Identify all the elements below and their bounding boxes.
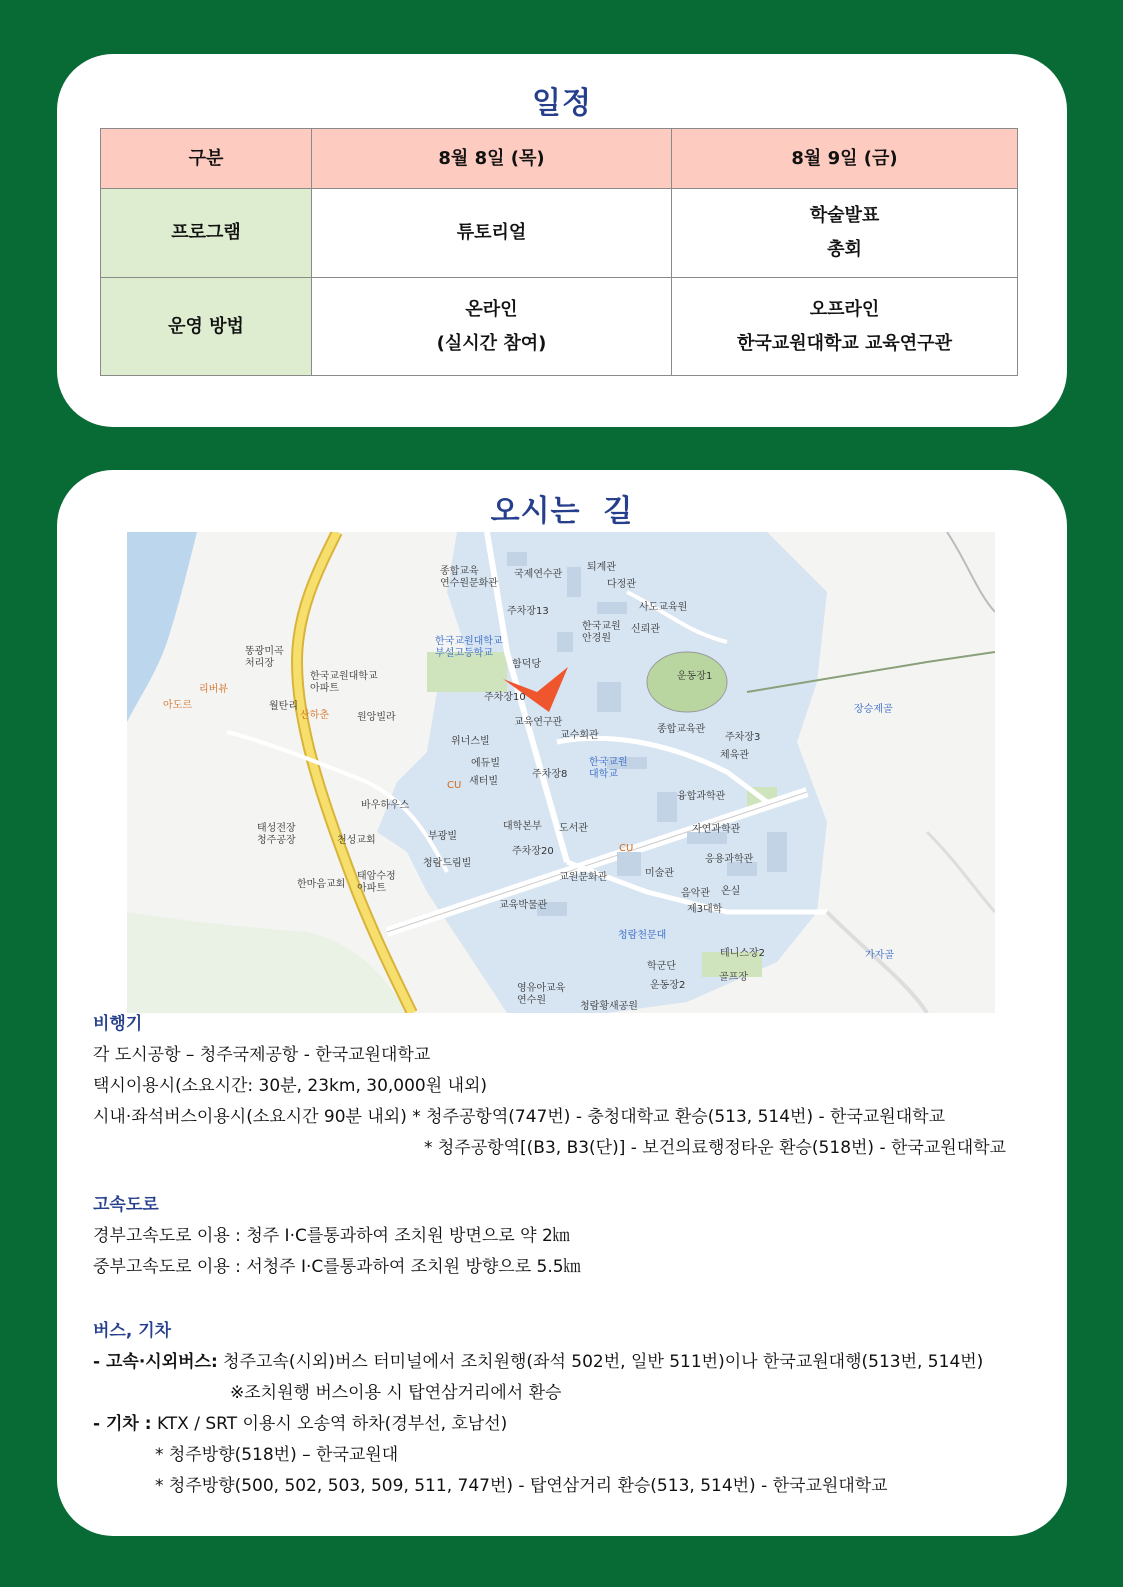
map-label: 바우하우스 [361, 800, 410, 811]
map-label: 함덕당 [512, 659, 541, 670]
bus-text: 청주고속(시외)버스 터미널에서 조치원행(좌석 502번, 일반 511번)이나 한국교원대행(513번, 514번) [217, 1352, 984, 1372]
train-line [93, 1409, 1037, 1440]
schedule-table [100, 128, 1018, 376]
map-label: 한국교원대학교 아파트 [310, 671, 378, 694]
map-label: 똥광미곡 처리장 [245, 646, 284, 669]
bus-train-heading: 버스, 기차 [93, 1321, 172, 1341]
bus-label: - 고속·시외버스: [93, 1352, 218, 1372]
map-label: 종합교육관 [657, 724, 706, 735]
map-label: 원앙빌라 [357, 712, 396, 723]
bus-line [93, 1347, 1037, 1378]
map-label: 도서관 [559, 823, 588, 834]
cell-line: 한국교원대학교 교육연구관 [737, 332, 952, 354]
map-label: 주차장8 [532, 769, 568, 780]
map-label: 청람천문대 [618, 930, 667, 941]
schedule-header-row [101, 129, 1018, 189]
map-label: 한국교원 대학교 [589, 757, 628, 780]
map-label: 청람드림빌 [423, 858, 472, 869]
flight-heading: 비행기 [93, 1014, 143, 1034]
flight-line: 택시이용시(소요시간: 30분, 23km, 30,000원 내외) [93, 1076, 488, 1096]
map-label: 가자골 [865, 950, 894, 961]
map-label: 국제연수관 [514, 569, 563, 580]
directions-card [57, 470, 1067, 1536]
map-label: 새터빌 [469, 776, 498, 787]
table-row [101, 189, 1018, 278]
header-day2: 8월 9일 (금) [672, 129, 1018, 189]
flight-line: 시내·좌석버스이용시(소요시간 90분 내외) * 청주공항역(747번) - 충청대학교 환승(513, 514번) - 한국교원대학교 [93, 1107, 945, 1127]
cell-line: 온라인 [465, 298, 518, 320]
schedule-title: 일정 [532, 86, 592, 121]
highway-line: 중부고속도로 이용 : 서청주 I·C를통과하여 조치원 방향으로 5.5㎞ [93, 1257, 581, 1277]
row-label-method: 운영 방법 [101, 278, 312, 376]
map-label: 음악관 [681, 888, 710, 899]
cell-line: 총회 [827, 239, 862, 260]
map-label: 대학본부 [503, 821, 542, 832]
map-label: 한국교원 안경원 [582, 621, 621, 644]
campus-map[interactable] [127, 532, 995, 1013]
highway-line: 경부고속도로 이용 : 청주 I·C를통과하여 조치원 방면으로 약 2㎞ [93, 1226, 570, 1246]
map-label: 종합교육 연수원문화관 [440, 566, 498, 589]
program-day2 [672, 189, 1018, 278]
header-category: 구분 [101, 129, 312, 189]
flight-section [93, 1009, 1037, 1164]
program-day1 [312, 189, 672, 278]
row-label-program: 프로그램 [101, 189, 312, 278]
map-label: 테니스장2 [720, 948, 766, 959]
map-label: 주차장20 [512, 846, 554, 857]
train-label: - 기차 : [93, 1414, 152, 1434]
map-label: 부광빌 [428, 831, 457, 842]
train-route-line: * 청주방향(518번) – 한국교원대 [155, 1445, 399, 1465]
map-label: 운동장2 [650, 980, 686, 991]
cell-line: 학술발표 [809, 205, 880, 226]
map-label: 아도르 [163, 700, 192, 711]
directions-title: 오시는 길 [490, 494, 634, 529]
map-label: 사도교육원 [639, 602, 688, 613]
map-label: 태암수정 아파트 [357, 871, 396, 894]
method-day1 [312, 278, 672, 376]
map-label: 제3대학 [687, 904, 723, 915]
map-label: 온실 [721, 886, 741, 897]
bus-note: ※조치원행 버스이용 시 탑연삼거리에서 환승 [230, 1383, 562, 1403]
map-label: 교원문화관 [559, 872, 608, 883]
cell-line: 튜토리얼 [456, 222, 527, 243]
map-label: 교육연구관 [514, 717, 563, 728]
map-label: 장승제골 [854, 704, 893, 715]
table-row [101, 278, 1018, 376]
map-label: 퇴계관 [587, 562, 616, 573]
cell-line: (실시간 참여) [436, 332, 547, 354]
map-label: 산하춘 [300, 710, 329, 721]
map-label: 천성교회 [337, 835, 376, 846]
map-graphic [127, 532, 995, 1013]
map-label: 태성전장 청주공장 [257, 823, 296, 846]
map-label: CU [619, 843, 634, 854]
map-label: 골프장 [719, 972, 748, 983]
header-day1: 8월 8일 (목) [312, 129, 672, 189]
map-label: 주차장10 [484, 692, 526, 703]
map-label: 한마음교회 [297, 879, 346, 890]
cell-line: 오프라인 [809, 298, 880, 320]
map-label: 교육박물관 [499, 900, 548, 911]
bus-train-section [93, 1316, 1037, 1502]
map-label: 영유아교육 연수원 [517, 983, 566, 1006]
map-label: 주차장13 [507, 606, 549, 617]
map-label: 교수회관 [560, 730, 599, 741]
map-label: 월탄리 [269, 701, 298, 712]
map-label: 자연과학관 [692, 824, 741, 835]
map-label: 융합과학관 [677, 791, 726, 802]
map-label: 주차장3 [725, 732, 761, 743]
map-label: 리버뷰 [199, 684, 228, 695]
schedule-card [57, 54, 1067, 427]
flight-line: * 청주공항역[(B3, B3(단)] - 보건의료행정타운 환승(518번) - 한국교원대학교 [424, 1138, 1006, 1158]
map-label: CU [447, 780, 462, 791]
map-label: 청람황새공원 [580, 1001, 638, 1012]
map-label: 에듀빌 [471, 758, 500, 769]
map-label: 미술관 [645, 868, 674, 879]
map-label: 운동장1 [677, 671, 713, 682]
method-day2 [672, 278, 1018, 376]
train-route-line: * 청주방향(500, 502, 503, 509, 511, 747번) - 탑연삼거리 환승(513, 514번) - 한국교원대학교 [155, 1476, 888, 1496]
train-text: KTX / SRT 이용시 오송역 하차(경부선, 호남선) [151, 1414, 508, 1434]
map-label: 학군단 [647, 961, 676, 972]
flight-line: 각 도시공항 – 청주국제공항 - 한국교원대학교 [93, 1045, 431, 1065]
map-label: 체육관 [720, 750, 749, 761]
highway-section [93, 1190, 1037, 1283]
map-label: 신뢰관 [631, 624, 660, 635]
map-label: 응용과학관 [705, 854, 754, 865]
map-label: 다정관 [607, 579, 636, 590]
map-label: 한국교원대학교 부설고등학교 [435, 636, 503, 659]
map-label: 위너스빌 [451, 736, 490, 747]
highway-heading: 고속도로 [93, 1195, 159, 1215]
